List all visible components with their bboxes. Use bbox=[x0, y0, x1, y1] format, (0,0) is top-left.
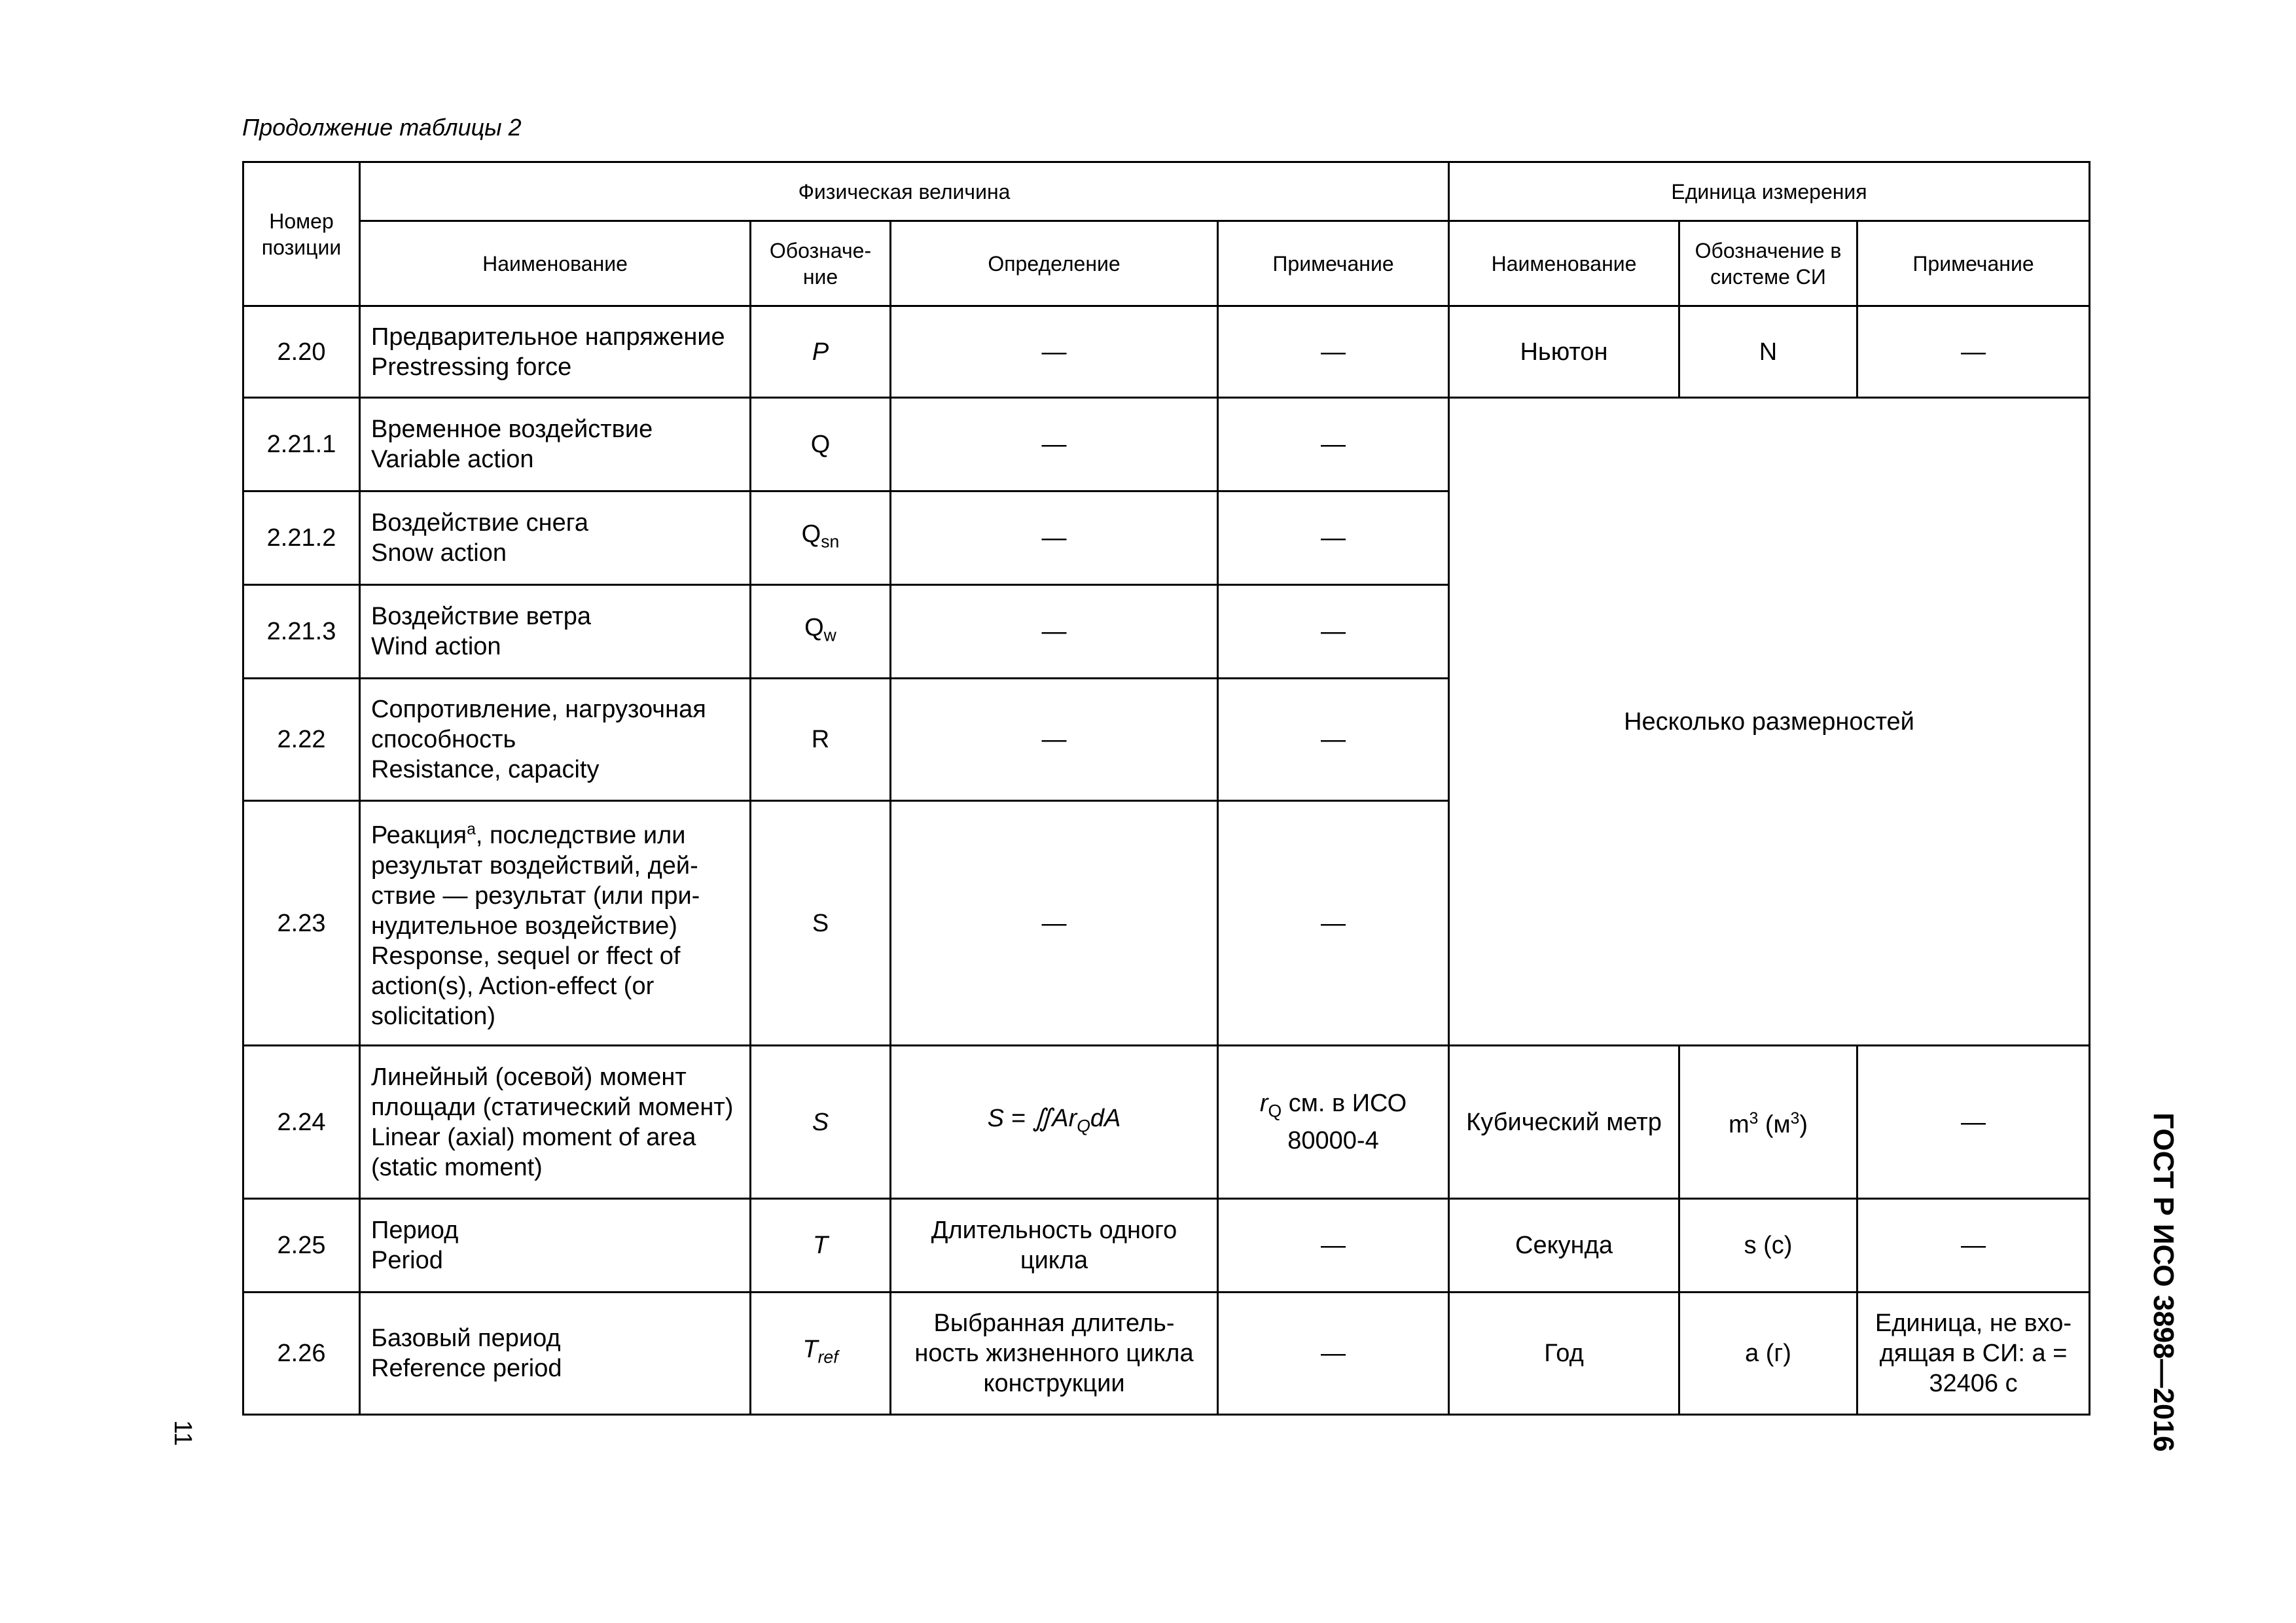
table-row bbox=[243, 1293, 2090, 1415]
row-note: — bbox=[1218, 679, 1449, 801]
header-physical-quantity: Физическая величина bbox=[360, 162, 1449, 221]
row-definition: Длительность одного цикла bbox=[891, 1199, 1218, 1293]
row-number: 2.22 bbox=[243, 679, 360, 801]
row-symbol: P bbox=[751, 306, 891, 398]
row-name: Предварительное напряжение Prestressing force bbox=[360, 306, 751, 398]
row-name: Период Period bbox=[360, 1199, 751, 1293]
row-symbol: S bbox=[751, 801, 891, 1046]
row-name: Временное воздействие Variable action bbox=[360, 398, 751, 491]
row-note: — bbox=[1218, 801, 1449, 1046]
row-unit-name: Секунда bbox=[1449, 1199, 1679, 1293]
row-number: 2.24 bbox=[243, 1046, 360, 1199]
row-name: Сопротивление, нагрузочная способность Resistance, capacity bbox=[360, 679, 751, 801]
row-unit-note: — bbox=[1857, 1199, 2090, 1293]
table-caption: Продолжение таблицы 2 bbox=[242, 114, 522, 141]
row-name: Линейный (осевой) момент площади (статический момент) Linear (axial) moment of area (static moment) bbox=[360, 1046, 751, 1199]
table-row bbox=[243, 306, 2090, 398]
row-unit-note: — bbox=[1857, 306, 2090, 398]
row-number: 2.25 bbox=[243, 1199, 360, 1293]
row-name: Воздействие ветра Wind action bbox=[360, 585, 751, 679]
row-unit-name: Ньютон bbox=[1449, 306, 1679, 398]
header-name: Наименование bbox=[360, 221, 751, 306]
row-note: — bbox=[1218, 1293, 1449, 1415]
header-unit-symbol: Обозначение в системе СИ bbox=[1679, 221, 1857, 306]
row-number: 2.26 bbox=[243, 1293, 360, 1415]
header-symbol: Обозначе-ние bbox=[751, 221, 891, 306]
row-definition: — bbox=[891, 491, 1218, 585]
row-unit-symbol: $m^3$ $(м^3)$ bbox=[1679, 1046, 1857, 1199]
symbols-table bbox=[242, 161, 2090, 1416]
table-row bbox=[243, 1199, 2090, 1293]
page-number: 11 bbox=[169, 1420, 196, 1446]
row-definition: — bbox=[891, 801, 1218, 1046]
merged-unit-cell: Несколько размерностей bbox=[1449, 398, 2090, 1046]
row-symbol: T bbox=[751, 1199, 891, 1293]
row-note: — bbox=[1218, 491, 1449, 585]
row-definition: Выбранная длитель-ность жизненного цикла конструкции bbox=[891, 1293, 1218, 1415]
row-number: 2.20 bbox=[243, 306, 360, 398]
row-name: Реакция$^a$, последствие или результат воздействий, дей-ствие — результат (или при-нудительное воздействие) Response, sequel or ffect of action(s), Action-effect (or solicitation) bbox=[360, 801, 751, 1046]
document-code: ГОСТ Р ИСО 3898—2016 bbox=[2147, 1113, 2179, 1452]
row-unit-note: Единица, не вхо-дящая в СИ: a = 32406 c bbox=[1857, 1293, 2090, 1415]
header-note: Примечание bbox=[1218, 221, 1449, 306]
row-unit-name: Кубический метр bbox=[1449, 1046, 1679, 1199]
row-definition: — bbox=[891, 679, 1218, 801]
table-row bbox=[243, 398, 2090, 491]
header-unit-note: Примечание bbox=[1857, 221, 2090, 306]
row-definition: — bbox=[891, 398, 1218, 491]
row-note: — bbox=[1218, 1199, 1449, 1293]
row-symbol: $Q_w$ bbox=[751, 585, 891, 679]
row-name: Базовый период Reference period bbox=[360, 1293, 751, 1415]
header-unit-name: Наименование bbox=[1449, 221, 1679, 306]
row-unit-note: — bbox=[1857, 1046, 2090, 1199]
row-symbol: S bbox=[751, 1046, 891, 1199]
row-unit-symbol: s (c) bbox=[1679, 1199, 1857, 1293]
row-note: — bbox=[1218, 585, 1449, 679]
header-definition: Определение bbox=[891, 221, 1218, 306]
row-note: — bbox=[1218, 398, 1449, 491]
row-symbol: $T_{ref}$ bbox=[751, 1293, 891, 1415]
row-unit-name: Год bbox=[1449, 1293, 1679, 1415]
row-definition: — bbox=[891, 585, 1218, 679]
header-number: Номер позиции bbox=[243, 162, 360, 306]
row-number: 2.23 bbox=[243, 801, 360, 1046]
row-symbol: $Q_{sn}$ bbox=[751, 491, 891, 585]
row-name: Воздействие снега Snow action bbox=[360, 491, 751, 585]
row-note: $r_Q$ см. в ИСО 80000-4 bbox=[1218, 1046, 1449, 1199]
row-definition: $S = ∬Ar_QdA$ bbox=[891, 1046, 1218, 1199]
row-unit-symbol: a (г) bbox=[1679, 1293, 1857, 1415]
row-number: 2.21.2 bbox=[243, 491, 360, 585]
table-row bbox=[243, 1046, 2090, 1199]
row-number: 2.21.1 bbox=[243, 398, 360, 491]
row-symbol: Q bbox=[751, 398, 891, 491]
header-unit: Единица измерения bbox=[1449, 162, 2090, 221]
row-definition: — bbox=[891, 306, 1218, 398]
row-unit-symbol: N bbox=[1679, 306, 1857, 398]
row-note: — bbox=[1218, 306, 1449, 398]
row-number: 2.21.3 bbox=[243, 585, 360, 679]
row-symbol: R bbox=[751, 679, 891, 801]
